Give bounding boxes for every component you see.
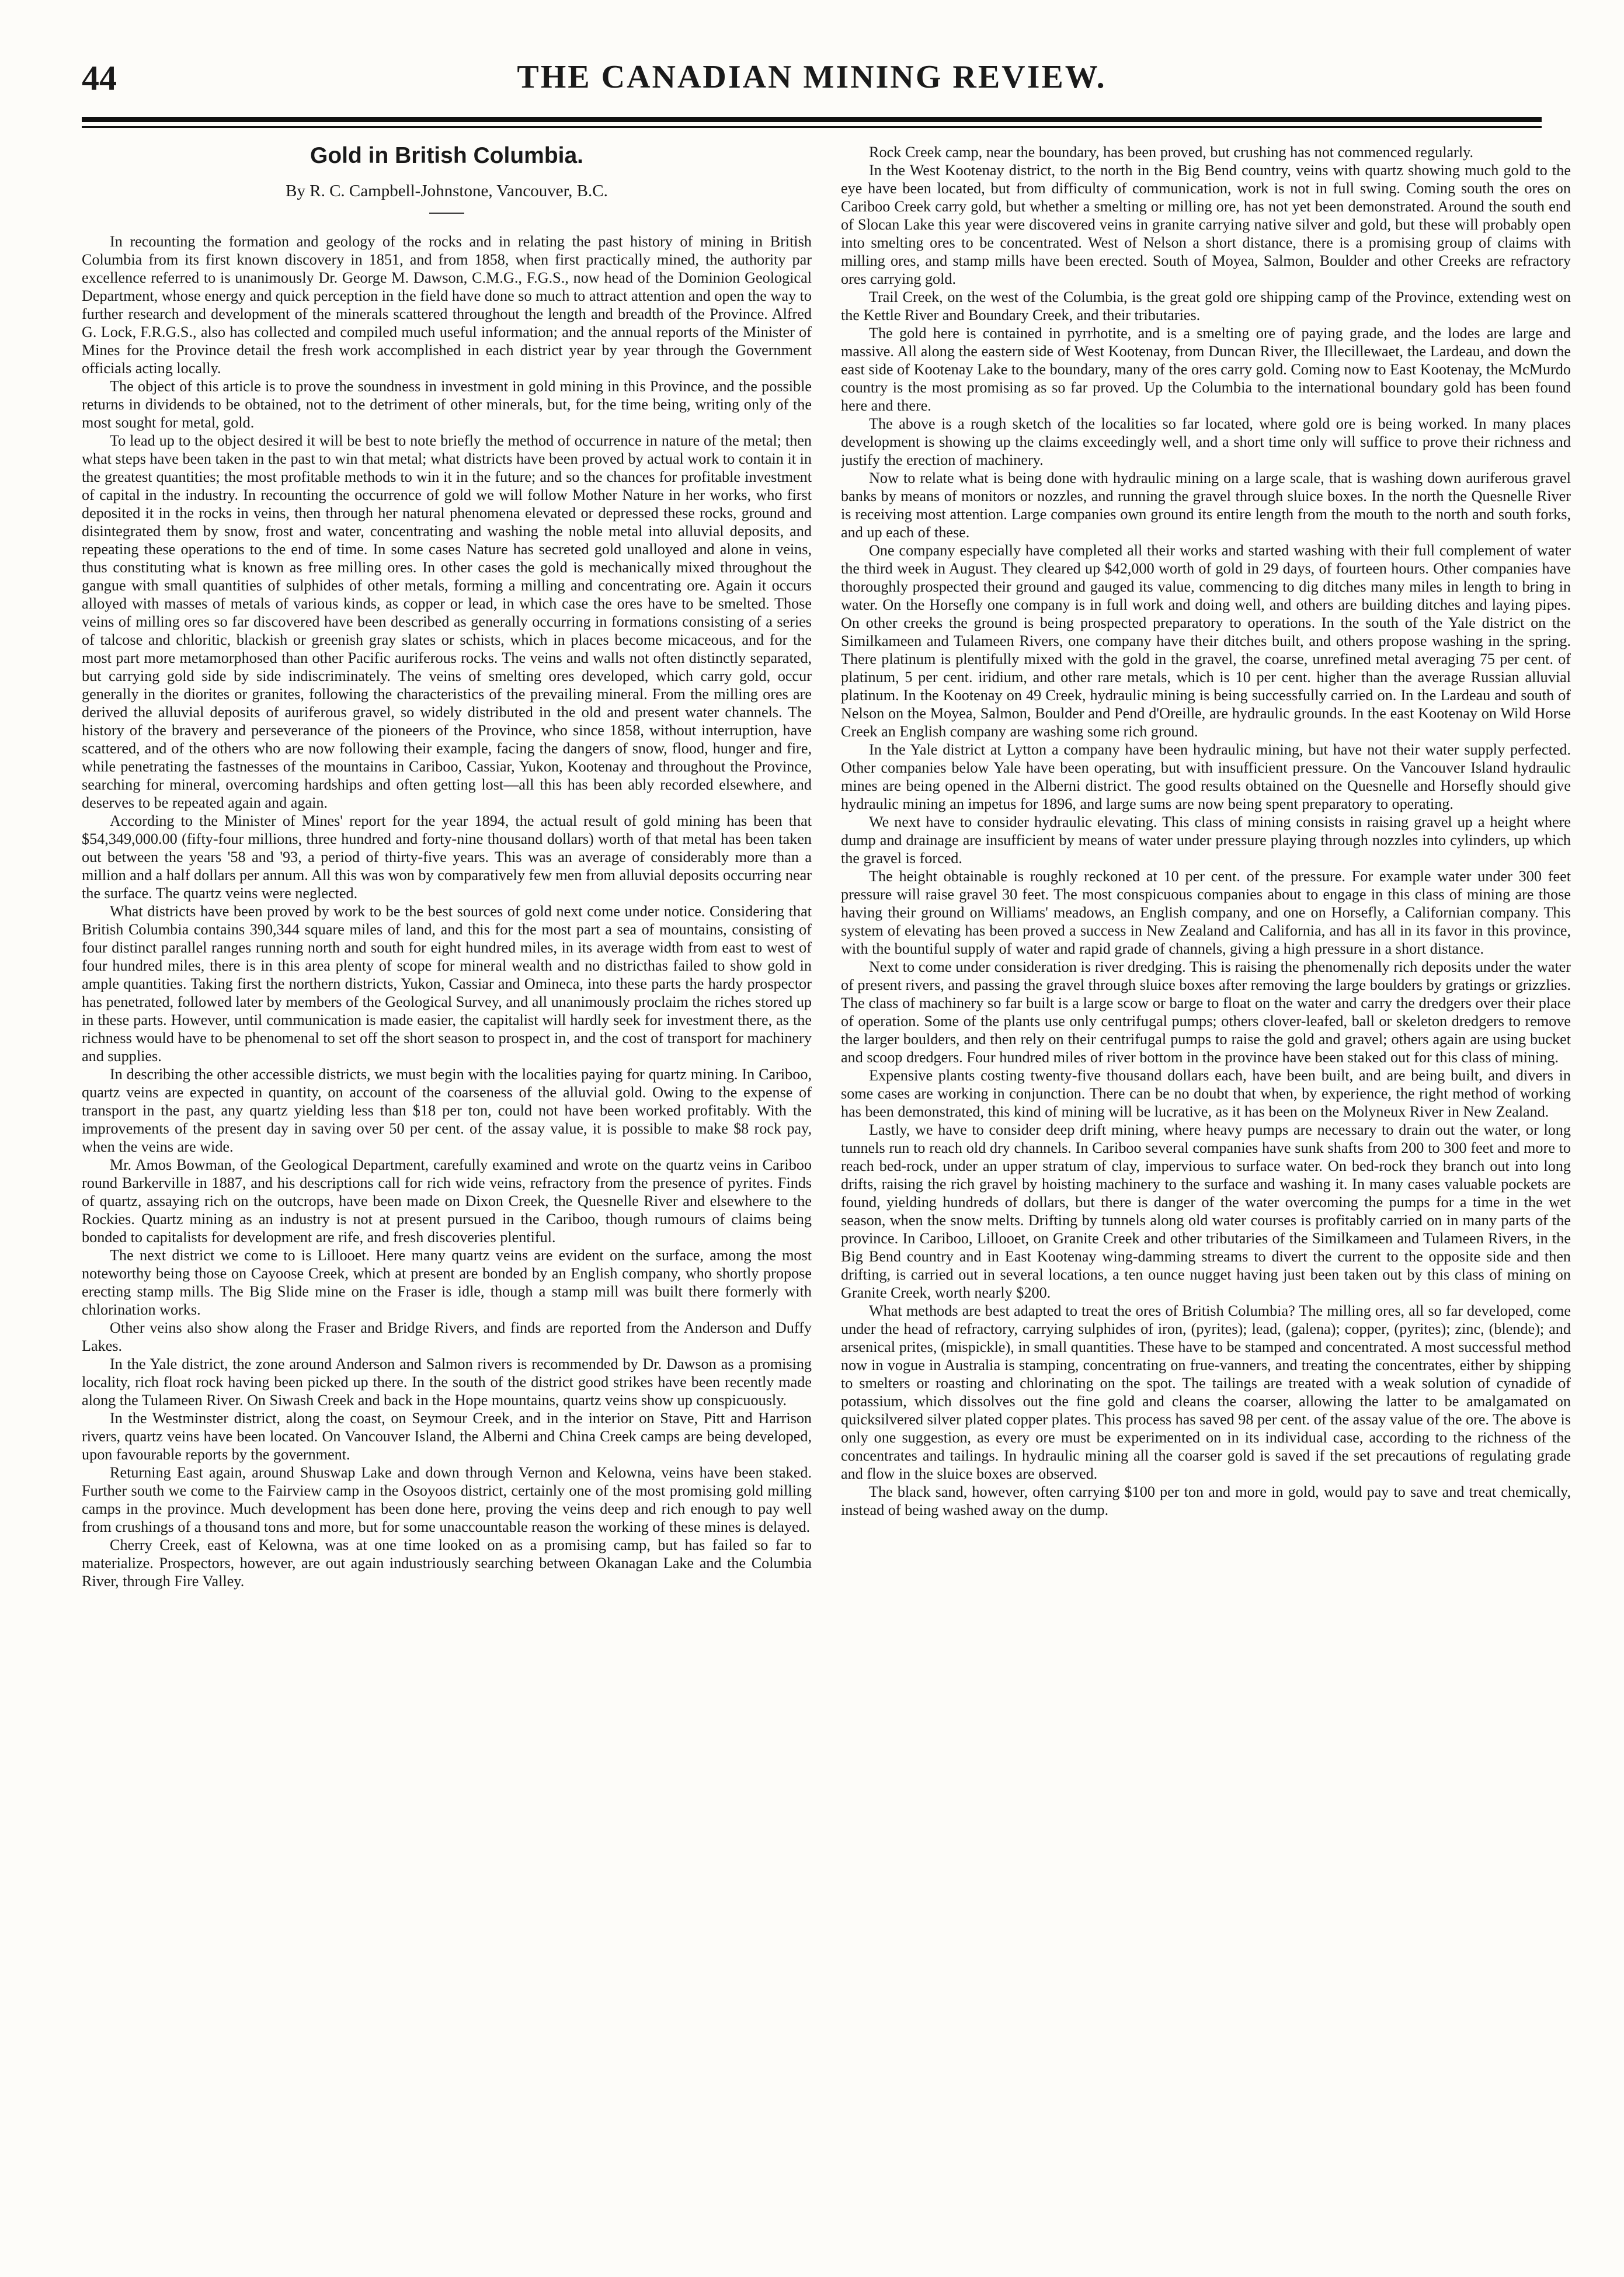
paragraph: What methods are best adapted to treat the ores of British Columbia? The milling ores, all so far developed, come under the head of refractory, carrying sulphides of iron, (pyrites); lead, (galena); copper, (pyrites); zinc, (blende); and arsenical prites, (mispickle), in small quantities. These have to be stamped and concentrated. A most successful method now in vogue in Australia is stamping, concentrating on frue-vanners, and treating the concentrates, either by shipping to smelters or roasting and chlorinating on the spot. The tailings are treated with a weak solution of cynadide of potassium, which dissolves out the fine gold and cleans the coarser, allowing the latter to be amalgamated on quicksilvered silver plated copper plates. This process has saved 98 per cent. of the assay value of the ore. The above is only one suggestion, as every ore must be experimented on in its individual case, according to the richness of the concentrates and tailings. In hydraulic mining all the coarser gold is saved if the set precautions of regulating grade and flow in the sluice boxes are observed. — [841, 1302, 1571, 1482]
paragraph: Returning East again, around Shuswap Lake and down through Vernon and Kelowna, veins have been staked. Further south we come to the Fairview camp in the Osoyoos district, certainly one of the most promising gold milling camps in the province. Much development has been done here, proving the veins deep and rich enough to pay well from crushings of a thousand tons and more, but for some unaccountable reason the working of these mines is delayed. — [82, 1464, 812, 1535]
paragraph: We next have to consider hydraulic elevating. This class of mining consists in raising gravel up a height where dump and drainage are insufficient by means of water under pressure playing through nozzles into cylinders, up which the gravel is forced. — [841, 814, 1571, 867]
left-column — [82, 143, 812, 2251]
article-title: Gold in British Columbia. — [310, 143, 583, 168]
paragraph: According to the Minister of Mines' report for the year 1894, the actual result of gold mining has been that $54,349,000.00 (fifty-four millions, three hundred and forty-nine thousand dollars) worth of that metal has been taken out between the years '58 and '93, a period of thirty-five years. This was an average of considerably more than a million and a half dollars per annum. All this was won by comparatively few men from alluvial deposits occurring near the surface. The quartz veins were neglected. — [82, 812, 812, 902]
paragraph: In the West Kootenay district, to the north in the Big Bend country, veins with quartz showing much gold to the eye have been located, but from difficulty of communication, work is not in full swing. Coming south the ores on Cariboo Creek carry gold, but whether a smelting or milling ore, has not yet been demonstrated. Around the south end of Slocan Lake this year were discovered veins in granite carrying native silver and gold, but these will probably open into smelting ores to be concentrated. West of Nelson a short distance, there is a promising group of claims with milling ores, and stamp mills have been erected. South of Moyea, Salmon, Boulder and other Creeks are refractory ores carrying gold. — [841, 162, 1571, 287]
paragraph: The gold here is contained in pyrrhotite, and is a smelting ore of paying grade, and the lodes are large and massive. All along the eastern side of West Kootenay, from Duncan River, the Illecillewaet, the Lardeau, and down the east side of Kootenay Lake to the boundary, many of the ores carry gold. Coming now to East Kootenay, the McMurdo country is the most promising as so far proved. Up the Columbia to the international boundary gold has been found here and there. — [841, 325, 1571, 414]
paragraph: The black sand, however, often carrying $100 per ton and more in gold, would pay to save and treat chemically, instead of being washed away on the dump. — [841, 1483, 1571, 1518]
paragraph: To lead up to the object desired it will be best to note briefly the method of occurrence in nature of the metal; then what steps have been taken in the past to win that metal; what districts have been proved by actual work to contain it in the greatest quantities; the most profitable methods to win it in the future; and so the chances for profitable investment of capital in the industry. In recounting the occurrence of gold we will follow Mother Nature in her works, who first deposited it in the rocks in veins, then through her natural phenomena elevated or depressed these rocks, ground and disintegrated them by snow, frost and water, concentrating and washing the noble metal into alluvial deposits, and repeating these operations to the end of time. In some cases Nature has secreted gold unalloyed and alone in veins, thus constituting what is known as free milling ores. In other cases the gold is mechanically mixed throughout the gangue with small quantities of sulphides of other metals, forming a milling and concentrating ore. Again it occurs alloyed with masses of metals of various kinds, as copper or lead, in which case the ores have to be smelted. Those veins of milling ores so far discovered have been described as generally occurring in formations consisting of a series of talcose and chloritic, blackish or greenish gray slates or schists, which in places become micaceous, and for the most part more metamorphosed than other Pacific auriferous rocks. The veins and walls not often distinctly separated, but carrying gold side by side indiscriminately. The veins of smelting ores developed, which carry gold, occur generally in the diorites or granites, following the characteristics of the prevailing mineral. From the milling ores are derived the alluvial deposits of auriferous gravel, so widely distributed in the old and present water channels. The history of the bravery and perseverance of the pioneers of the Province, who since 1858, without interruption, have scattered, and of the others who are now following their example, facing the dangers of snow, flood, hunger and fire, while penetrating the fastnesses of the mountains in Cariboo, Cassiar, Yukon, Kootenay and throughout the Province, searching for mineral, overcoming hardships and often getting lost—all this has been ably recorded elsewhere, and deserves to be repeated again and again. — [82, 432, 812, 811]
paragraph: What districts have been proved by work to be the best sources of gold next come under notice. Considering that British Columbia contains 390,344 square miles of land, and this for the most part a sea of mountains, consisting of four distinct parallel ranges running north and south for eight hundred miles, in its average width from east to west of four hundred miles, there is in this area plenty of scope for mineral wealth and no districthas failed to show gold in ample quantities. Taking first the northern districts, Yukon, Cassiar and Omineca, into these parts the hardy prospector has penetrated, followed later by members of the Geological Survey, and all unanimously proclaim the riches stored up in these parts. However, until communication is made easier, the capitalist will hardly seek for investment there, as the richness would have to be phenomenal to set off the short season to prospect in, and the cost of transport for machinery and supplies. — [82, 903, 812, 1065]
paragraph: Next to come under consideration is river dredging. This is raising the phenomenally rich deposits under the water of present rivers, and passing the gravel through sluice boxes after removing the large boulders by gratings or grizzlies. The class of machinery so far built is a large scow or barge to float on the water and carry the dredgers over their place of operation. Some of the plants use only centrifugal pumps; others clover-leafed, ball or skeleton dredgers to remove the larger boulders, and then rely on their centrifugal pumps to raise the gold and gravel; others again are using bucket and scoop dredgers. Four hundred miles of river bottom in the province have been staked out for this class of mining. — [841, 958, 1571, 1066]
paragraph: In the Yale district at Lytton a company have been hydraulic mining, but have not their water supply perfected. Other companies below Yale have been operating, but with insufficient pressure. On the Vancouver Island hydraulic mines are being opened in the Alberni district. The good results obtained on the Quesnelle and Horsefly should give hydraulic mining an impetus for 1896, and large sums are now being spent preparatory to operating. — [841, 741, 1571, 812]
header-rule-thick — [82, 117, 1542, 122]
article-byline: By R. C. Campbell-Johnstone, Vancouver, B.C. — [286, 182, 608, 200]
paragraph: Other veins also show along the Fraser and Bridge Rivers, and finds are reported from the Anderson and Duffy Lakes. — [82, 1319, 812, 1354]
paragraph: In recounting the formation and geology of the rocks and in relating the past history of mining in British Columbia from its first known discovery in 1851, and from 1858, when first practically mined, the authority par excellence referred to is unanimously Dr. George M. Dawson, C.M.G., F.G.S., now head of the Dominion Geological Department, whose energy and quick perception in the field have done so much to attract attention and open the way to further research and development of the minerals scattered throughout the length and breadth of the Province. Alfred G. Lock, F.R.G.S., also has collected and compiled much useful information; and the annual reports of the Minister of Mines for the Province detail the fresh work accomplished in each district year by year through the Government officials acting locally. — [82, 233, 812, 377]
paragraph: Mr. Amos Bowman, of the Geological Department, carefully examined and wrote on the quartz veins in Cariboo round Barkerville in 1887, and his descriptions call for rich wide veins, refractory from the presence of pyrites. Finds of quartz, assaying rich on the outcrops, have been made on Dixon Creek, the Quesnelle River and elsewhere to the Rockies. Quartz mining as an industry is not at present pursued in the Cariboo, though rumours of claims being bonded to capitalists for development are rife, and fresh discoveries plentiful. — [82, 1156, 812, 1246]
paragraph: Trail Creek, on the west of the Columbia, is the great gold ore shipping camp of the Province, extending west on the Kettle River and Boundary Creek, and their tributaries. — [841, 288, 1571, 324]
journal-title: THE CANADIAN MINING REVIEW. — [517, 59, 1107, 95]
paragraph: In describing the other accessible districts, we must begin with the localities paying for quartz mining. In Cariboo, quartz veins are expected in quantity, on account of the coarseness of the alluvial gold. Owing to the expense of transport in the past, any quartz yielding less than $18 per ton, could not have been worked profitably. With the improvements of the present day in saving over 50 per cent. of the assay value, it is possible to make $8 rock pay, when the veins are wide. — [82, 1066, 812, 1155]
byline-rule — [429, 213, 464, 214]
paragraph: The height obtainable is roughly reckoned at 10 per cent. of the pressure. For example water under 300 feet pressure will raise gravel 30 feet. The most conspicuous companies about to engage in this class of mining are those having their ground on Williams' meadows, an English company, and one on Horsefly, a Californian company. This system of elevating has been proved a success in New Zealand and California, and has all in its favor in this province, with the bountiful supply of water and rapid grade of channels, giving a high pressure in a short distance. — [841, 868, 1571, 957]
paragraph: Cherry Creek, east of Kelowna, was at one time looked on as a promising camp, but has failed so far to materialize. Prospectors, however, are out again industriously searching between Okanagan Lake and the Columbia River, through Fire Valley. — [82, 1536, 812, 1590]
paragraph: In the Westminster district, along the coast, on Seymour Creek, and in the interior on Stave, Pitt and Harrison rivers, quartz veins have been located. On Vancouver Island, the Alberni and China Creek camps are being developed, upon favourable reports by the government. — [82, 1410, 812, 1463]
paragraph: In the Yale district, the zone around Anderson and Salmon rivers is recommended by Dr. Dawson as a promising locality, rich float rock having been picked up there. In the south of the district good strikes have been recently made along the Tulameen River. On Siwash Creek and back in the Hope mountains, quartz veins show up conspicuously. — [82, 1355, 812, 1409]
header-rule-thin — [82, 126, 1542, 128]
paragraph: The next district we come to is Lillooet. Here many quartz veins are evident on the surface, among the most noteworthy being those on Cayoose Creek, which at present are bonded by an English company, who shortly propose erecting stamp mills. The Big Slide mine on the Fraser is idle, though a stamp mill was built there formerly with chlorination works. — [82, 1247, 812, 1318]
paragraph: Rock Creek camp, near the boundary, has been proved, but crushing has not commenced regularly. — [869, 144, 1474, 161]
paragraph: One company especially have completed all their works and started washing with their full complement of water the third week in August. They cleared up $42,000 worth of gold in 29 days, of fourteen hours. Other companies have thoroughly prospected their ground and gauged its value, commencing to dig ditches many miles in length to bring in water. On the Horsefly one company is in full work and doing well, and others are building ditches and laying pipes. On other creeks the ground is being prospected preparatory to operations. In the south of the Yale district on the Similkameen and Tulameen Rivers, one company have their ditches built, and others propose washing in the spring. There platinum is plentifully mixed with the gold in the gravel, the coarse, unrefined metal averaging 75 per cent. of platinum, 5 per cent. iridium, and other rare metals, which is 10 per cent. higher than the average Russian alluvial platinum. In the Kootenay on 49 Creek, hydraulic mining is being successfully carried on. In the Lardeau and south of Nelson on the Moyea, Salmon, Boulder and Pend d'Oreille, are hydraulic grounds. In the east Kootenay on Wild Horse Creek an English company are washing some rich ground. — [841, 542, 1571, 740]
paragraph: The object of this article is to prove the soundness in investment in gold mining in this Province, and the possible returns in dividends to be obtained, not to the detriment of other minerals, but, for the time being, writing only of the most sought for metal, gold. — [82, 378, 812, 431]
paragraph: Now to relate what is being done with hydraulic mining on a large scale, that is washing down auriferous gravel banks by means of monitors or nozzles, and running the gravel through sluice boxes. In the north the Quesnelle River is receiving most attention. Large companies own ground its entire length from the mouth to the north and south forks, and up each of these. — [841, 470, 1571, 541]
right-column — [841, 143, 1571, 2251]
paragraph: Lastly, we have to consider deep drift mining, where heavy pumps are necessary to drain out the water, or long tunnels run to reach old dry channels. In Cariboo several companies have sunk shafts from 200 to 300 feet and more to reach bed-rock, under an upper stratum of clay, impervious to surface water. On bed-rock they branch out into long drifts, raising the rich gravel by hoisting machinery to the surface and washing it. In many cases valuable pockets are found, yielding hundreds of dollars, but there is danger of the water overcoming the pumps for a time in the wet season, when the snow melts. Drifting by tunnels along old water courses is profitably carried on in many parts of the province. In Cariboo, Lillooet, on Granite Creek and other tributaries of the Similkameen and Tulameen Rivers, in the Big Bend country and in East Kootenay wing-damming streams to divert the current to the opposite side and then drifting, is carried out in several locations, a ten ounce nugget having just been taken out by this class of mining on Granite Creek, worth nearly $200. — [841, 1121, 1571, 1301]
paragraph: Expensive plants costing twenty-five thousand dollars each, have been built, and are being built, and divers in some cases are working in conjunction. There can be no doubt that when, by experience, the right method of working has been demonstrated, this kind of mining will be lucrative, as it has been on the Molyneux River in New Zealand. — [841, 1067, 1571, 1120]
page-header — [82, 58, 1542, 111]
page-number: 44 — [82, 59, 117, 98]
paragraph: The above is a rough sketch of the localities so far located, where gold ore is being worked. In many places development is showing up the claims exceedingly well, and a short time only will suffice to prove their richness and justify the erection of machinery. — [841, 415, 1571, 468]
